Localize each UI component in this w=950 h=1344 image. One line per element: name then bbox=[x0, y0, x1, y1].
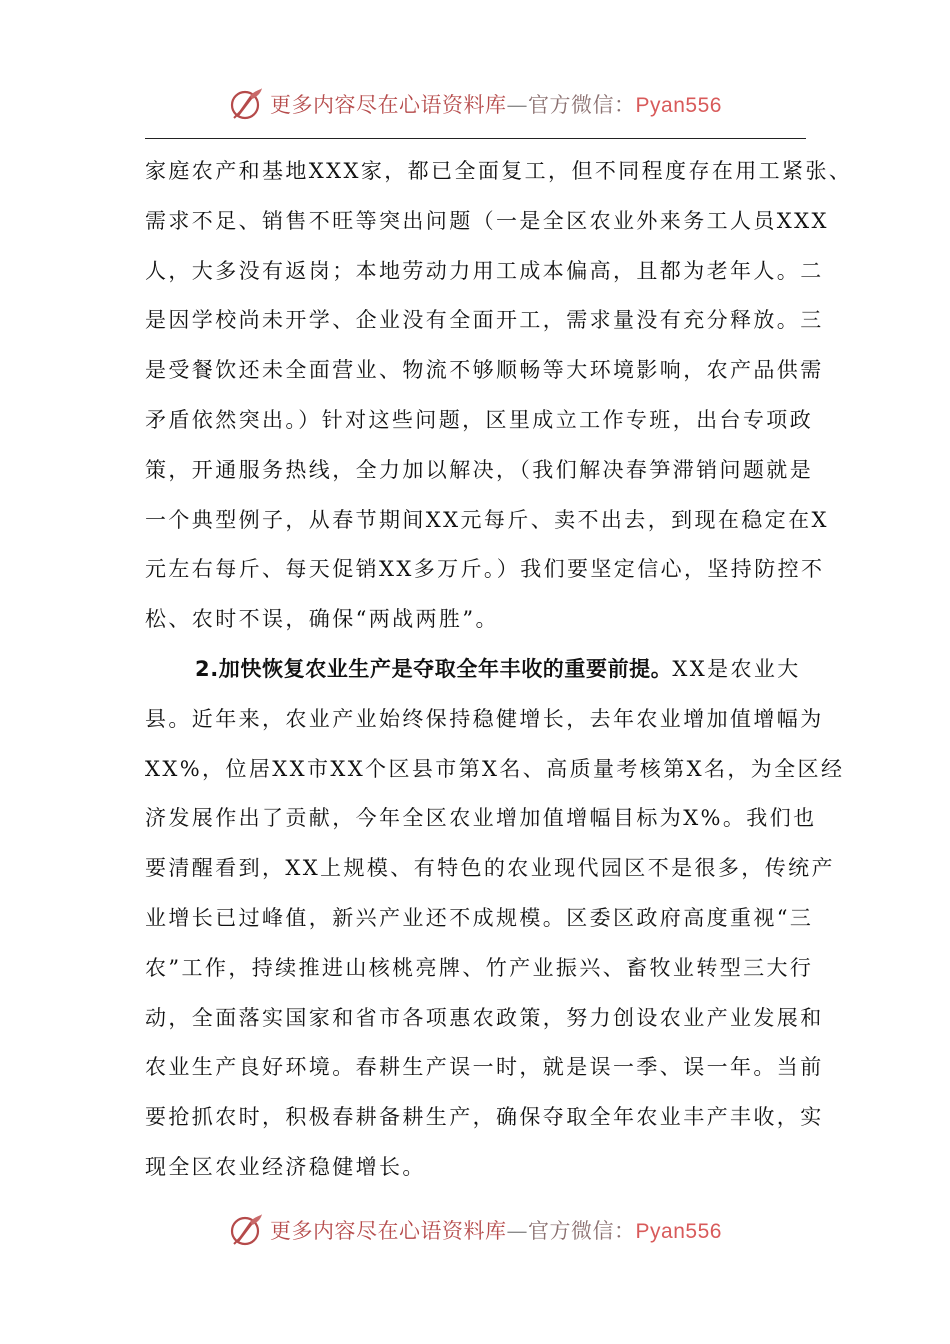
document-body bbox=[145, 147, 853, 1193]
text-line: 策，开通服务热线，全力加以解决，（我们解决春笋滞销问题就是 bbox=[145, 457, 814, 482]
text-line: 松、农时不误，确保“两战两胜”。 bbox=[145, 607, 499, 632]
banner-separator: — bbox=[506, 93, 529, 117]
text-line: 人，大多没有返岗；本地劳动力用工成本偏高，且都为老年人。二 bbox=[145, 258, 824, 283]
text-line: 要抢抓农时，积极春耕备耕生产，确保夺取全年农业丰产丰收，实 bbox=[145, 1105, 824, 1130]
quill-pen-logo-icon bbox=[228, 1212, 264, 1248]
banner-wechat-label: 官方微信： bbox=[528, 93, 636, 117]
banner-title: 更多内容尽在心语资料库 bbox=[270, 93, 507, 117]
paragraph-2-first-line bbox=[145, 645, 806, 695]
text-line: 农”工作，持续推进山核桃亮牌、竹产业振兴、畜牧业转型三大行 bbox=[145, 955, 814, 980]
text-line: 矛盾依然突出。）针对这些问题，区里成立工作专班，出台专项政 bbox=[145, 407, 814, 432]
text-line: 元左右每斤、每天促销XX多万斤。）我们要坚定信心，坚持防控不 bbox=[145, 557, 825, 582]
text-line: 济发展作出了贡献，今年全区农业增加值增幅目标为X%。我们也 bbox=[145, 806, 817, 831]
text-line: XX%，位居XX市XX个区县市第X名、高质量考核第X名，为全区经 bbox=[145, 756, 845, 781]
text-line: 动，全面落实国家和省市各项惠农政策，努力创设农业产业发展和 bbox=[145, 1005, 824, 1030]
banner-separator: — bbox=[506, 1219, 529, 1243]
header-divider bbox=[145, 138, 806, 139]
banner-title: 更多内容尽在心语资料库 bbox=[270, 1219, 507, 1243]
text-line: 县。近年来，农业产业始终保持稳健增长，去年农业增加值增幅为 bbox=[145, 706, 824, 731]
footer-banner bbox=[0, 1208, 950, 1252]
text-line: 是因学校尚未开学、企业没有全面开工，需求量没有充分释放。三 bbox=[145, 308, 824, 333]
text-line: 是受餐饮还未全面营业、物流不够顺畅等大环境影响，农产品供需 bbox=[145, 358, 824, 383]
text-line: 家庭农产和基地XXX家，都已全面复工，但不同程度存在用工紧张、 bbox=[145, 159, 853, 183]
quill-pen-logo-icon bbox=[228, 86, 264, 122]
banner-wechat-label: 官方微信： bbox=[528, 1219, 636, 1243]
paragraph-2-heading: 2.加快恢复农业生产是夺取全年丰收的重要前提。 bbox=[195, 656, 673, 681]
text-line: 业增长已过峰值，新兴产业还不成规模。区委区政府高度重视“三 bbox=[145, 905, 814, 930]
banner-wechat-id: Pyan556 bbox=[635, 94, 722, 117]
text-line: 现全区农业经济稳健增长。 bbox=[145, 1154, 426, 1179]
header-banner bbox=[0, 82, 950, 126]
text-line: 农业生产良好环境。春耕生产误一时，就是误一季、误一年。当前 bbox=[145, 1055, 824, 1080]
banner-wechat-id: Pyan556 bbox=[635, 1220, 722, 1243]
text-line: 需求不足、销售不旺等突出问题（一是全区农业外来务工人员XXX bbox=[145, 208, 829, 233]
paragraph-2-first-rest: XX是农业大 bbox=[672, 656, 801, 681]
text-line: 一个典型例子，从春节期间XX元每斤、卖不出去，到现在稳定在X bbox=[145, 507, 829, 532]
text-line: 要清醒看到，XX上规模、有特色的农业现代园区不是很多，传统产 bbox=[145, 856, 835, 881]
